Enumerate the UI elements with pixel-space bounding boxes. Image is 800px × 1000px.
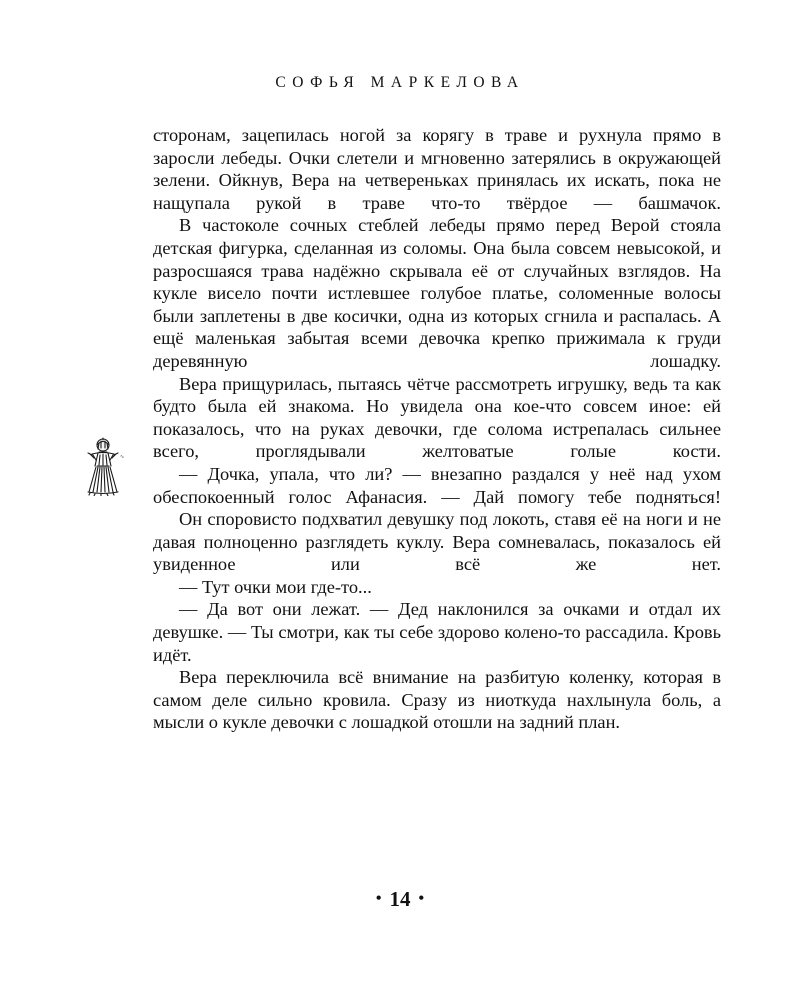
folio-ornament-left: • xyxy=(375,890,382,907)
paragraph: — Тут очки мои где-то... xyxy=(179,576,372,597)
svg-text:∿: ∿ xyxy=(120,454,125,460)
straw-doll-icon xyxy=(80,436,126,496)
paragraph: — Да вот они лежат. — Дед наклонился за очками и отдал их девушке. — Ты смотри, как ты себе здорово колено-то рассадила. Кровь идёт. xyxy=(153,599,721,665)
running-head: СОФЬЯ МАРКЕЛОВА xyxy=(275,74,525,91)
paragraph: — Дочка, упала, что ли? — внезапно раздался у неё над ухом обеспокоенный голос Афанасия. — Дай помогу тебе подняться! xyxy=(153,463,721,507)
page-number xyxy=(0,887,800,912)
paragraph: Вера переключила всё внимание на разбитую коленку, которая в самом деле сильно кровила. Сразу из ниоткуда нахлынула боль, а мысли о кукле девочки с лошадкой отошли на задний план. xyxy=(153,667,721,733)
paragraph: В частоколе сочных стеблей лебеды прямо перед Верой стояла детская фигурка, сделанная из соломы. Она была совсем невысокой, и разросшаяся трава надёжно скрывала её от случайных взглядов. На кукле висело почти истлевшее голубое платье, соломенные волосы были заплетены в две косички, одна из которых сгнила и распалась. А ещё маленькая забытая всеми девочка крепко прижимала к груди деревянную лошадку. xyxy=(153,215,721,371)
paragraph: сторонам, зацепилась ногой за корягу в траве и рухнула прямо в заросли лебеды. Очки слетели и мгновенно затерялись в окружающей зелени. Ойкнув, Вера на четвереньках принялась их искать, пока не нащупала рукой в траве что-то твёрдое — башмачок. xyxy=(153,125,721,213)
page-number-value: 14 xyxy=(389,887,411,911)
body-text xyxy=(153,124,721,734)
folio-ornament-right: • xyxy=(418,890,425,907)
paragraph: Вера прищурилась, пытаясь чётче рассмотреть игрушку, ведь та как будто была ей знакома. Но увидела она кое-что совсем иное: ей показалось, что на руках девочки, где солома истрепалась сильнее всего, проглядывали желтоватые голые кости. xyxy=(153,373,721,462)
paragraph: Он споровисто подхватил девушку под локоть, ставя её на ноги и не давая полноценно разглядеть куклу. Вера сомневалась, показалось ей увиденное или всё же нет. xyxy=(153,509,721,575)
